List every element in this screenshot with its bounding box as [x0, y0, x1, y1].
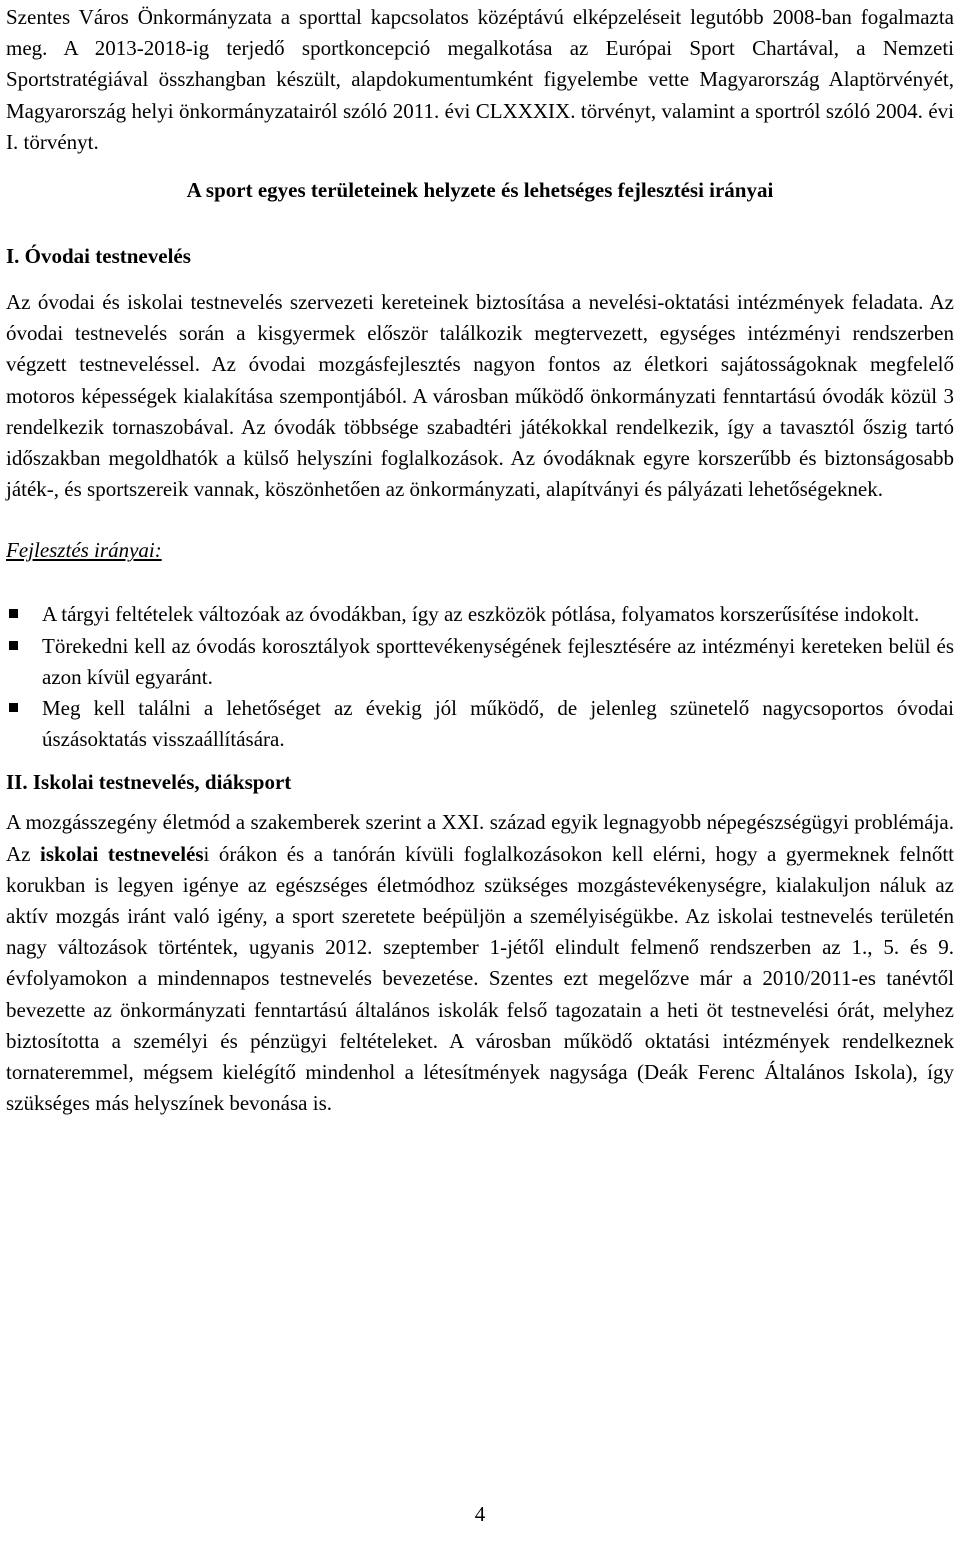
- list-item: [6, 599, 954, 630]
- list-item-text: A tárgyi feltételek változóak az óvodákban, így az eszközök pótlása, folyamatos korszerűsítése indokolt.: [42, 602, 920, 627]
- square-bullet-icon: [9, 609, 18, 618]
- iskolai-paragraph: [6, 807, 954, 1119]
- development-list: [6, 599, 954, 755]
- development-heading: Fejlesztés irányai:: [6, 538, 162, 563]
- section-heading-iskolai: II. Iskolai testnevelés, diáksport: [6, 770, 292, 795]
- section-heading-ovodai: I. Óvodai testnevelés: [6, 244, 191, 269]
- main-heading: A sport egyes területeinek helyzete és lehetséges fejlesztési irányai: [186, 178, 774, 203]
- list-item-text: Törekedni kell az óvodás korosztályok sporttevékenységének fejlesztésére az intézményi kereteken belül és azon kívül egyaránt.: [42, 633, 954, 689]
- list-item-text: Meg kell találni a lehetőséget az évekig jól működő, de jelenleg szünetelő nagycsoportos óvodai úszásoktatás visszaállítására.: [42, 696, 954, 752]
- iskolai-text-before: A mozgásszegény életmód a szakemberek szerint a XXI. század egyik legnagyobb népegészségügyi problémája. Az: [6, 810, 954, 866]
- intro-paragraph: Szentes Város Önkormányzata a sporttal kapcsolatos középtávú elképzeléseit legutóbb 2008-ban fogalmazta meg. A 2013-2018-ig terjedő sportkoncepció megalkotása az Európai Sport Chartával, a Nemzeti Sportstratégiával összhangban készült, alapdokumentumként figyelembe vette Magyarország Alaptörvényét, Magyarország helyi önkormányzatairól szóló 2011. évi CLXXXIX. törvényt, valamint a sportról szóló 2004. évi I. törvényt.: [6, 5, 954, 154]
- iskolai-text-after: i órákon és a tanórán kívüli foglalkozásokon kell elérni, hogy a gyermeknek felnőtt korukban is legyen igénye az egészséges életmódhoz szükséges mozgástevékenységre, kialakuljon náluk az aktív mozgás iránt való igény, a sport szeretete beépüljön a személyiségükbe. Az iskolai testnevelés területén nagy változások történtek, ugyanis 2012. szeptember 1-jétől elindult felmenő rendszerben az 1., 5. és 9. évfolyamokon a mindennapos testnevelés bevezetése. Szentes ezt megelőzve már a 2010/2011-es tanévtől bevezette az önkormányzati fenntartású általános iskolák felső tagozatain a heti öt testnevelési órát, melyhez biztosította a személyi és pénzügyi feltételeket. A városban működő oktatási intézmények rendelkeznek tornateremmel, mégsem kielégítő mindenhol a létesítmények nagysága (Deák Ferenc Általános Iskola), így szükséges más helyszínek bevonása is.: [6, 841, 954, 1116]
- list-item: [6, 693, 954, 755]
- iskolai-text-bold: iskolai testnevelés: [40, 841, 204, 866]
- square-bullet-icon: [9, 703, 18, 712]
- square-bullet-icon: [9, 641, 18, 650]
- ovodai-paragraph: Az óvodai és iskolai testnevelés szervezeti kereteinek biztosítása a nevelési-oktatási intézmények feladata. Az óvodai testnevelés során a kisgyermek először találkozik megtervezett, egységes intézményi rendszerben végzett testneveléssel. Az óvodai mozgásfejlesztés nagyon fontos az életkori sajátosságoknak megfelelő motoros képességek kialakítása szempontjából. A városban működő önkormányzati fenntartású óvodák közül 3 rendelkezik tornaszobával. Az óvodák többsége szabadtéri játékokkal rendelkezik, így a tavasztól őszig tartó időszakban megoldhatók a külső helyszíni foglalkozások. Az óvodáknak egyre korszerűbb és biztonságosabb játék-, és sportszereik vannak, köszönhetően az önkormányzati, alapítványi és pályázati lehetőségeknek.: [6, 290, 954, 502]
- document-page: [6, 0, 954, 1119]
- page-number: 4: [474, 1502, 486, 1526]
- list-item: [6, 631, 954, 693]
